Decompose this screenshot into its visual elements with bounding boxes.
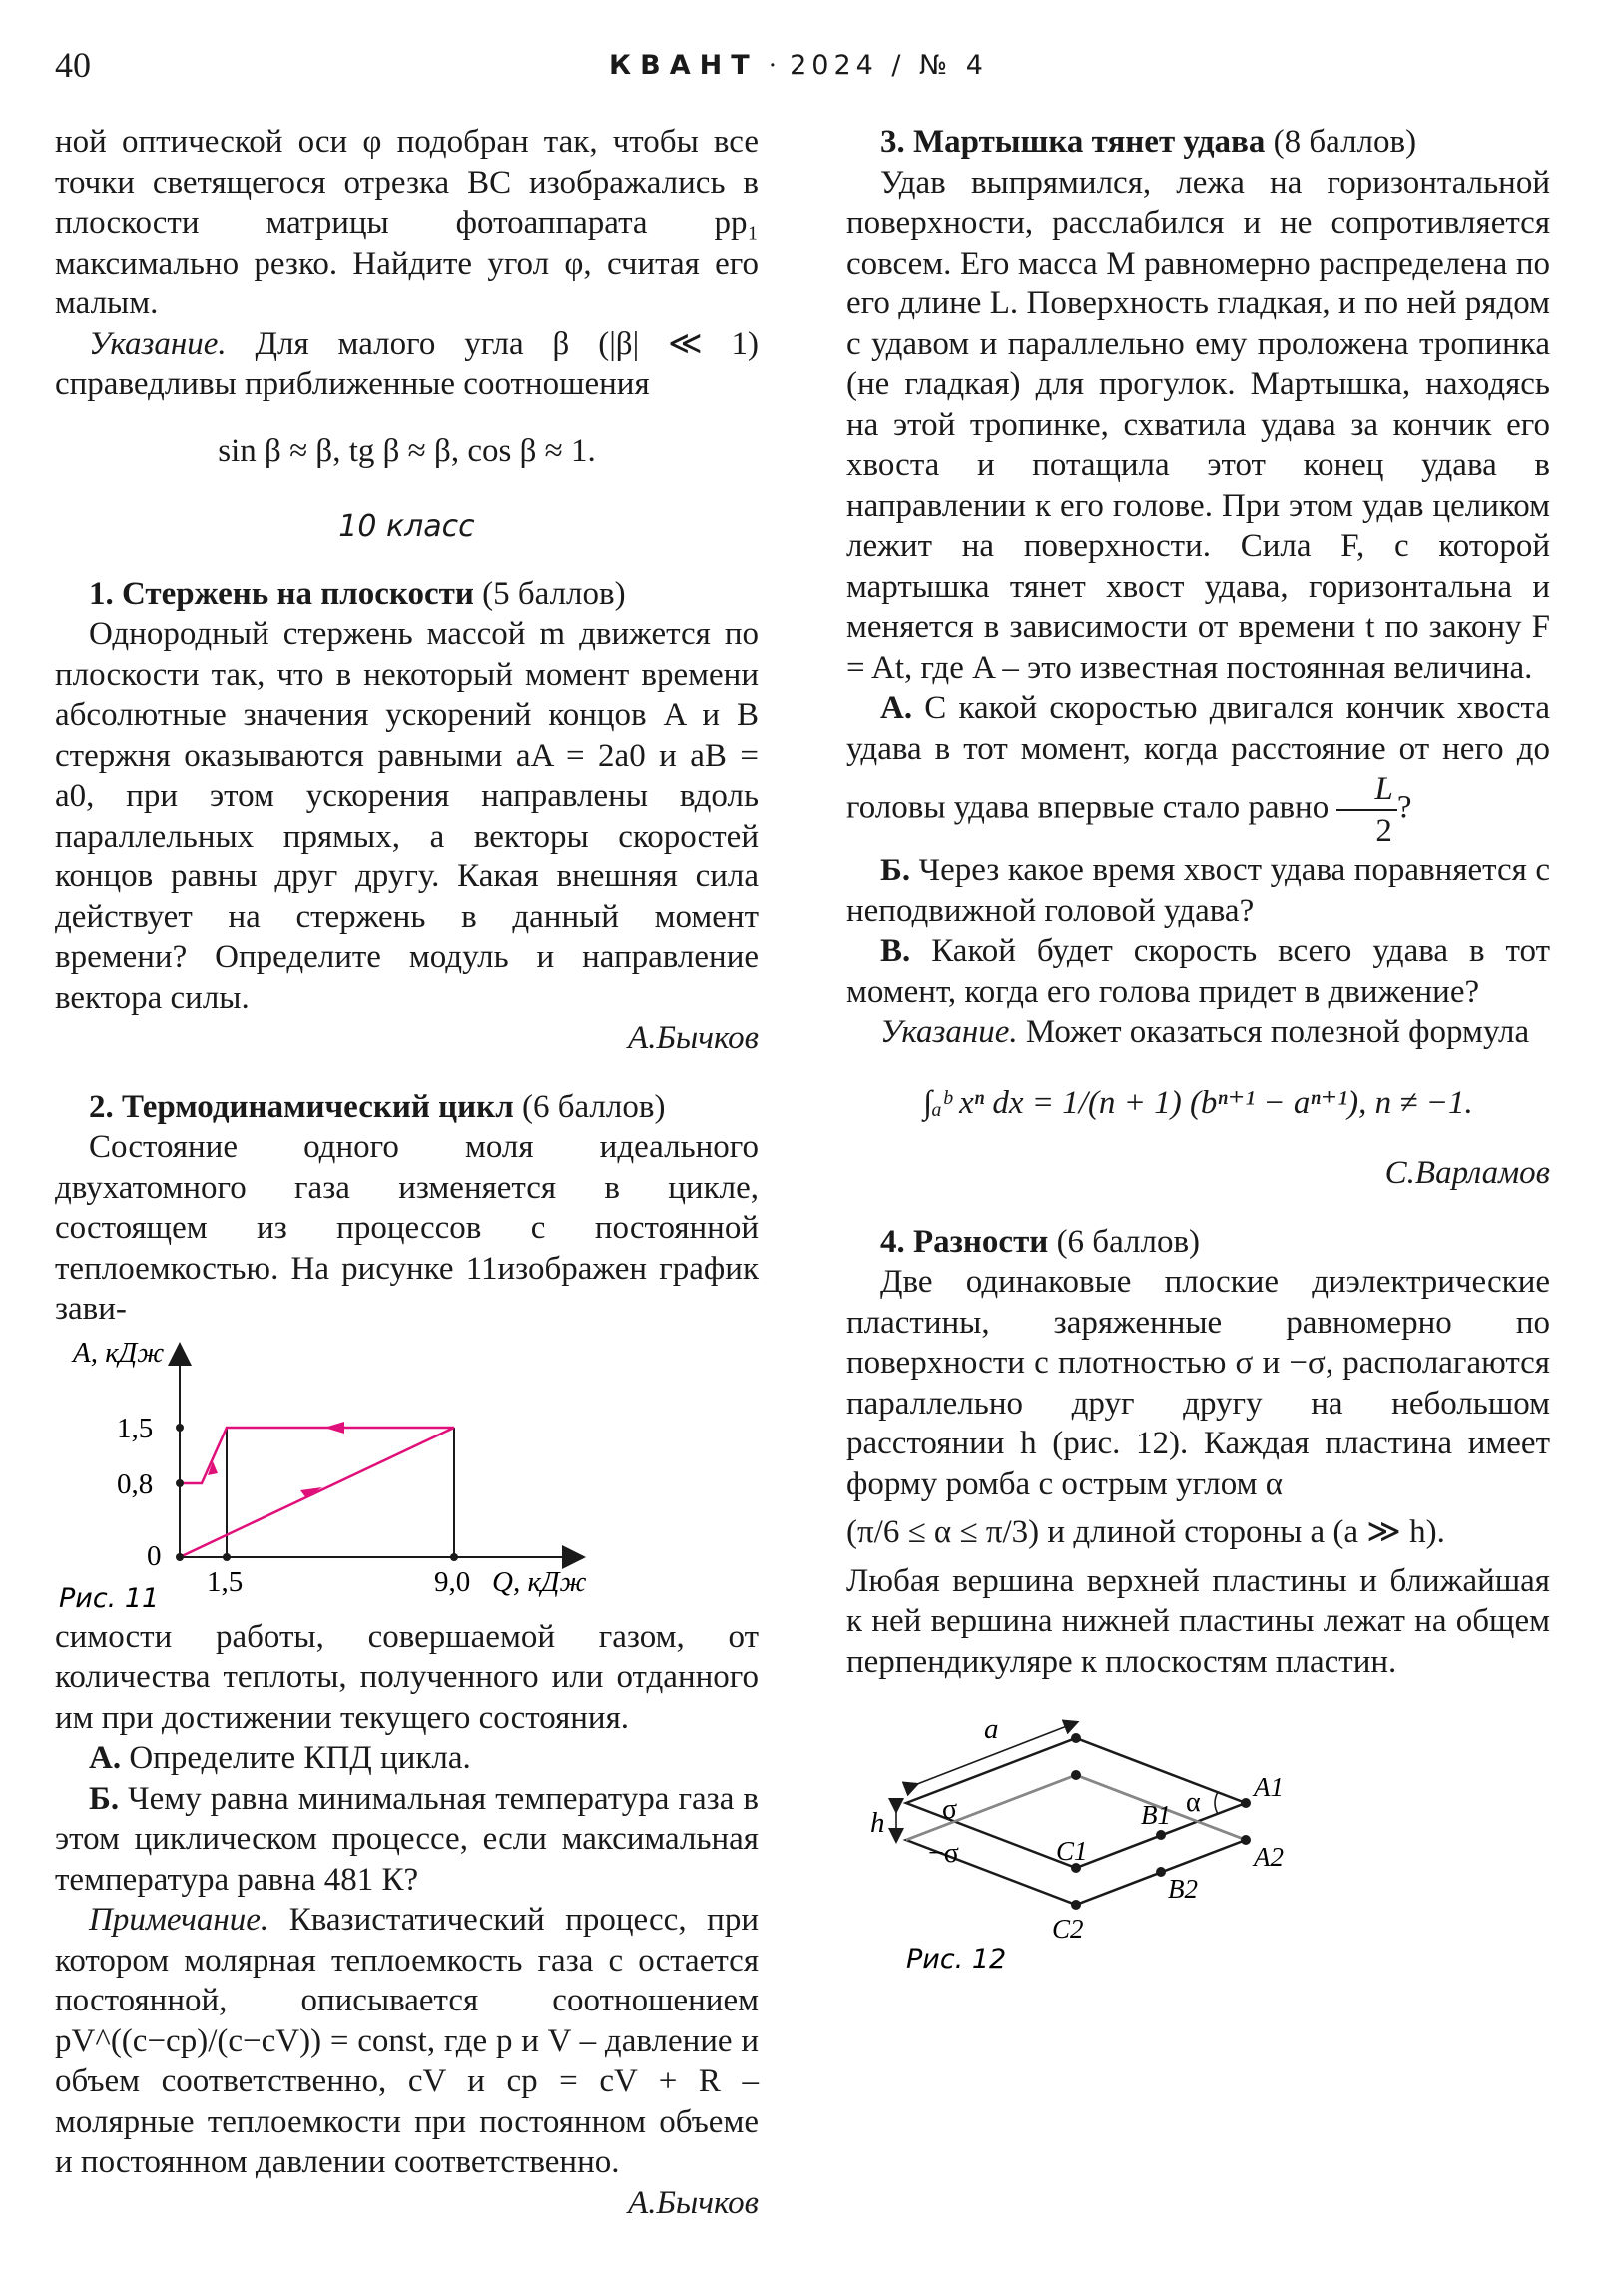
label-h: h <box>870 1807 885 1839</box>
hint-text: Для малого угла β (|β| ≪ 1) справедливы приближенные соотношения <box>55 325 759 402</box>
problem1-heading <box>55 574 759 615</box>
part-b-text: Чему равна минимальная температура газа в этом циклическом процессе, если максимальная температура равна 481 К? <box>55 1780 759 1898</box>
vertex-b1 <box>1156 1830 1166 1840</box>
problem2-text-1: Состояние одного моля идеального двухатомного газа изменяется в цикле, состоящем из процессов с постоянной теплоемкостью. На рисунке 11изображен график зави- <box>55 1129 759 1327</box>
page-number: 40 <box>55 45 91 85</box>
problem2-part-b <box>55 1779 759 1901</box>
figure-11-graph <box>55 1336 759 1617</box>
problem4-title: 4. Разности <box>880 1223 1049 1260</box>
problem1-author: А.Бычков <box>628 1020 759 1056</box>
label-sigma: σ <box>942 1794 958 1825</box>
y-tick-15: 1,5 <box>117 1412 154 1444</box>
problem4-text-3: Любая вершина верхней пластины и ближайшая к ней вершина нижней пластины лежат на общем перпендикуляре к плоскостям пластин. <box>846 1562 1550 1680</box>
problem2-points: (6 баллов) <box>513 1088 666 1125</box>
integral-formula: ∫ₐᵇ xⁿ dx = 1/(n + 1) (bⁿ⁺¹ − aⁿ⁺¹), n ≠ −1. <box>923 1084 1473 1121</box>
fraction-l-over-2 <box>1336 769 1396 851</box>
figure-11 <box>55 1336 759 1617</box>
y-tick-0: 0 <box>147 1539 162 1572</box>
p3-part-b-text: Через какое время хвост удава поравняется с неподвижной головой удава? <box>846 853 1550 929</box>
masthead-separator: · <box>768 50 781 80</box>
fraction-denominator: 2 <box>1375 813 1392 849</box>
cycle-curve <box>180 1428 454 1557</box>
hint-label: Указание. <box>89 325 227 362</box>
upper-plate-hidden-edge <box>906 1775 1076 1840</box>
problem3-title: 3. Мартышка тянет удава <box>880 124 1266 160</box>
cycle-arrow-upper <box>324 1422 344 1434</box>
angle-arc <box>1215 1792 1218 1814</box>
label-a: a <box>984 1718 999 1745</box>
note-label: Примечание. <box>89 1902 269 1938</box>
problem3-text: Удав выпрямился, лежа на горизонтальной поверхности, расслабился и не сопротивляется совсем. Его масса M равномерно распределена по его длине L. Поверхность гладкая, и по ней рядом с удавом и параллельно ему проложена тропинка (не гладкая) для прогулок. Мартышка, находясь на этой тропинке, схватила удава за кончик его хвоста и потащила этот конец удава в направлении к его голове. При этом удав целиком лежит на поверхности. Сила F, с которой мартышка тянет хвост удава, горизонтальна и меняется в зависимости от времени t по закону F = At, где A – это известная постоянная величина. <box>846 164 1550 686</box>
y-axis-label: A, кДж <box>73 1336 165 1369</box>
side-length-text: и длиной стороны a (a ≫ h). <box>1039 1514 1445 1550</box>
left-column <box>55 122 759 2223</box>
problem3-part-a <box>846 688 1550 851</box>
problem4-text-2 <box>846 1512 1550 1553</box>
cycle-arrow-lower <box>300 1487 322 1498</box>
x-tick-15: 1,5 <box>207 1565 244 1598</box>
x-tick-90: 9,0 <box>434 1565 471 1598</box>
note-text: Квазистатический процесс, при котором молярная теплоемкость газа c остается постоянной, описывается соотношением pV^((c−cp)/(c−cV)) = const, где p и V – давление и объем соответственно, cV и cp = cV + R – молярные теплоемкости при постоянном объеме и постоянном давлении соответственно. <box>55 1902 759 2180</box>
label-a1: A1 <box>1254 1772 1284 1802</box>
label-b1: B1 <box>1141 1800 1171 1830</box>
figure-11-caption: Рис. 11 <box>59 1582 160 1614</box>
vertex-b2 <box>1156 1867 1166 1877</box>
part-a-text: Определите КПД цикла. <box>121 1740 471 1776</box>
p3-part-a-end: ? <box>1396 789 1412 826</box>
point-y15 <box>176 1424 184 1432</box>
problem2-text-2: симости работы, совершаемой газом, от количества теплоты, полученного или отданного им при достижении текущего состояния. <box>55 1618 759 1736</box>
problem1-title: 1. Стержень на плоскости <box>89 575 474 612</box>
p3-part-c-label: В. <box>880 933 911 969</box>
problem2-heading <box>55 1087 759 1128</box>
p3-part-a-text: С какой скоростью двигался кончик хвоста удава в тот момент, когда расстояние от него до головы удава впервые стало равно <box>846 690 1550 826</box>
figure-12-caption: Рис. 12 <box>906 1944 1007 1975</box>
page-header <box>55 44 1542 84</box>
p3-hint-text: Может оказаться полезной формула <box>1017 1014 1530 1050</box>
right-column <box>846 122 1550 2047</box>
hint-paragraph <box>55 324 759 405</box>
label-a2: A2 <box>1254 1842 1284 1872</box>
problem2-part-a <box>55 1738 759 1779</box>
section-heading: 10 класс <box>338 509 475 544</box>
p3-part-c-text: Какой будет скорость всего удава в тот момент, когда его голова придет в движение? <box>846 933 1550 1010</box>
y-tick-08: 0,8 <box>117 1467 154 1500</box>
problem2-title: 2. Термодинамический цикл <box>89 1088 514 1125</box>
problem2-note <box>55 1900 759 2183</box>
point-x90 <box>450 1553 458 1561</box>
point-y08 <box>176 1479 184 1487</box>
figure-12-diagram <box>846 1718 1550 2047</box>
vertex-top-1 <box>1071 1733 1081 1743</box>
point-x15 <box>223 1553 231 1561</box>
issue-label: 2024 / № 4 <box>790 50 988 81</box>
problem2-author: А.Бычков <box>628 2184 759 2221</box>
part-b-label: Б. <box>89 1780 120 1817</box>
problem3-points: (8 баллов) <box>1265 124 1417 160</box>
vertex-a1 <box>1241 1798 1251 1808</box>
vertex-top-2 <box>1071 1770 1081 1780</box>
problem3-hint <box>846 1012 1550 1053</box>
problem1-text: Однородный стержень массой m движется по плоскости так, что в некоторый момент времени абсолютные значения ускорений концов A и B стержня оказываются равными aA = 2a0 и aB = a0, при этом ускорения направлены вдоль параллельных прямых, а векторы скоростей концов равны друг другу. Какая внешняя сила действует на стержень в данный момент времени? Определите модуль и направление вектора силы. <box>55 616 759 1016</box>
problem4-heading <box>846 1222 1550 1263</box>
fraction-numerator: L <box>1336 769 1396 811</box>
part-a-label: А. <box>89 1740 122 1776</box>
vertex-c2 <box>1071 1900 1081 1910</box>
problem4-text-1: Две одинаковые плоские диэлектрические пластины, заряженные равномерно по поверхности с плотностью σ и −σ, располагаются параллельно друг другу на небольшом расстоянии h (рис. 12). Каждая пластина имеет форму ромба с острым углом α <box>846 1264 1550 1502</box>
figure-12 <box>846 1718 1550 2047</box>
problem3-part-b <box>846 851 1550 931</box>
label-c1: C1 <box>1056 1836 1088 1866</box>
journal-name: КВАНТ <box>609 50 759 81</box>
p3-hint-label: Указание. <box>880 1014 1018 1050</box>
label-c2: C2 <box>1052 1914 1084 1944</box>
problem1-points: (5 баллов) <box>473 575 626 612</box>
x-axis-label: Q, кДж <box>492 1565 587 1598</box>
problem4-points: (6 баллов) <box>1048 1223 1201 1260</box>
problem3-heading <box>846 122 1550 163</box>
hint-formula: sin β ≈ β, tg β ≈ β, cos β ≈ 1. <box>218 432 596 469</box>
vertex-a2 <box>1241 1835 1251 1845</box>
problem3-author: С.Варламов <box>1384 1155 1550 1191</box>
p3-part-b-label: Б. <box>880 853 911 888</box>
label-b2: B2 <box>1168 1874 1198 1904</box>
masthead <box>55 50 1542 81</box>
problem3-part-c <box>846 931 1550 1012</box>
label-minus-sigma: −σ <box>928 1838 959 1869</box>
label-alpha: α <box>1186 1787 1201 1818</box>
continued-text: ной оптической оси φ подобран так, чтобы все точки светящегося отрезка BC изображались в плоскости матрицы фотоаппарата pp₁ максимально резко. Найдите угол φ, считая его малым. <box>55 124 759 321</box>
alpha-range: (π/6 ≤ α ≤ π/3) <box>846 1514 1040 1550</box>
point-origin <box>176 1553 184 1561</box>
p3-part-a-label: А. <box>880 690 913 726</box>
